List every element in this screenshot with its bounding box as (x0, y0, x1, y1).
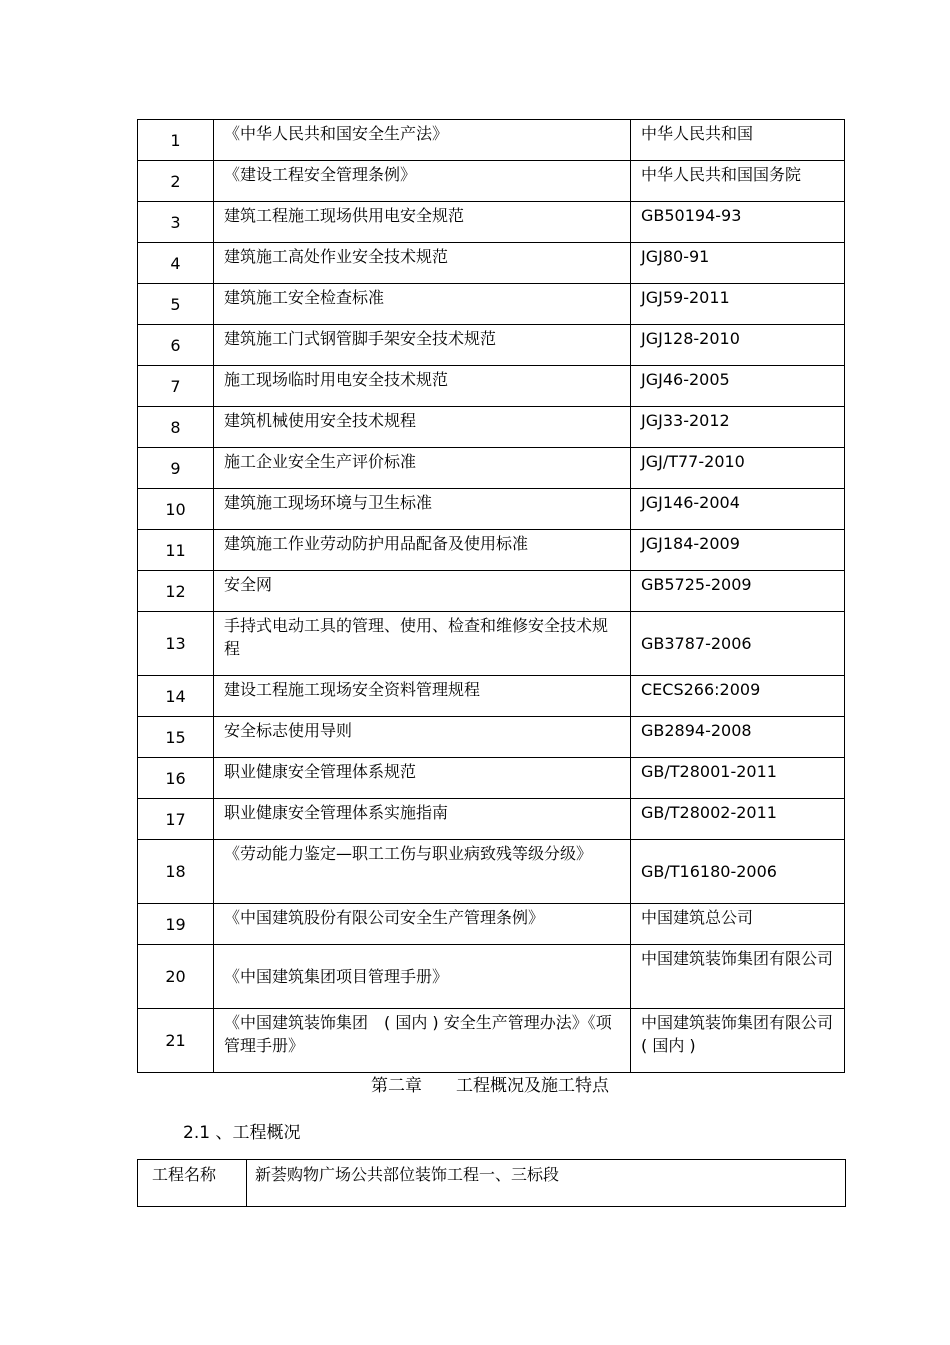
standard-name: 建筑工程施工现场供用电安全规范 (214, 202, 631, 243)
table-row (138, 758, 845, 799)
table-row (138, 612, 845, 676)
standard-name: 建筑机械使用安全技术规程 (214, 407, 631, 448)
row-number: 10 (138, 489, 214, 530)
table-row (138, 676, 845, 717)
standard-name: 施工现场临时用电安全技术规范 (214, 366, 631, 407)
table-row (138, 1160, 846, 1207)
table-row (138, 407, 845, 448)
table-row (138, 202, 845, 243)
standard-code: 中国建筑装饰集团有限公司 (631, 945, 845, 1009)
row-number: 5 (138, 284, 214, 325)
row-number: 15 (138, 717, 214, 758)
standard-code: JGJ46-2005 (631, 366, 845, 407)
standard-code: GB/T28001-2011 (631, 758, 845, 799)
table-row (138, 243, 845, 284)
row-number: 9 (138, 448, 214, 489)
table-row (138, 161, 845, 202)
table-row (138, 284, 845, 325)
table-row (138, 366, 845, 407)
row-number: 20 (138, 945, 214, 1009)
standard-name: 安全网 (214, 571, 631, 612)
standard-name: 《建设工程安全管理条例》 (214, 161, 631, 202)
standard-code: JGJ146-2004 (631, 489, 845, 530)
table-row (138, 945, 845, 1009)
standard-code: JGJ/T77-2010 (631, 448, 845, 489)
table-row (138, 120, 845, 161)
standards-table (137, 119, 845, 1073)
row-number: 14 (138, 676, 214, 717)
standard-name: 安全标志使用导则 (214, 717, 631, 758)
row-number: 8 (138, 407, 214, 448)
row-number: 11 (138, 530, 214, 571)
standard-name: 职业健康安全管理体系规范 (214, 758, 631, 799)
table-row (138, 571, 845, 612)
standard-name: 建设工程施工现场安全资料管理规程 (214, 676, 631, 717)
section-title: 2.1 、工程概况 (183, 1123, 301, 1143)
project-name-value: 新荟购物广场公共部位装饰工程一、三标段 (247, 1160, 846, 1207)
standard-name: 《中华人民共和国安全生产法》 (214, 120, 631, 161)
table-row (138, 717, 845, 758)
table-row (138, 489, 845, 530)
project-name-label: 工程名称 (138, 1160, 247, 1207)
project-overview-table (137, 1159, 846, 1207)
standard-name: 职业健康安全管理体系实施指南 (214, 799, 631, 840)
row-number: 1 (138, 120, 214, 161)
table-row (138, 530, 845, 571)
standard-name: 《中国建筑装饰集团 ( 国内 ) 安全生产管理办法》《项管理手册》 (214, 1009, 631, 1073)
standard-code: GB50194-93 (631, 202, 845, 243)
row-number: 3 (138, 202, 214, 243)
standard-name: 施工企业安全生产评价标准 (214, 448, 631, 489)
standard-code: GB3787-2006 (631, 612, 845, 676)
standard-name: 《中国建筑集团项目管理手册》 (214, 945, 631, 1009)
chapter-title: 第二章 工程概况及施工特点 (371, 1076, 609, 1096)
standard-name: 建筑施工安全检查标准 (214, 284, 631, 325)
standard-code: GB2894-2008 (631, 717, 845, 758)
row-number: 12 (138, 571, 214, 612)
standard-code: 中华人民共和国 (631, 120, 845, 161)
row-number: 18 (138, 840, 214, 904)
row-number: 4 (138, 243, 214, 284)
standard-name: 建筑施工门式钢管脚手架安全技术规范 (214, 325, 631, 366)
table-row (138, 325, 845, 366)
standard-name: 《中国建筑股份有限公司安全生产管理条例》 (214, 904, 631, 945)
table-row (138, 448, 845, 489)
row-number: 21 (138, 1009, 214, 1073)
table-row (138, 799, 845, 840)
standard-name: 《劳动能力鉴定—职工工伤与职业病致残等级分级》 (214, 840, 631, 904)
standard-name: 手持式电动工具的管理、使用、检查和维修安全技术规程 (214, 612, 631, 676)
row-number: 19 (138, 904, 214, 945)
standard-code: 中国建筑总公司 (631, 904, 845, 945)
standard-name: 建筑施工作业劳动防护用品配备及使用标准 (214, 530, 631, 571)
standard-code: CECS266:2009 (631, 676, 845, 717)
row-number: 17 (138, 799, 214, 840)
standard-code: JGJ128-2010 (631, 325, 845, 366)
table-row (138, 1009, 845, 1073)
standard-code: 中华人民共和国国务院 (631, 161, 845, 202)
standard-name: 建筑施工现场环境与卫生标准 (214, 489, 631, 530)
row-number: 7 (138, 366, 214, 407)
standard-name: 建筑施工高处作业安全技术规范 (214, 243, 631, 284)
standard-code: JGJ184-2009 (631, 530, 845, 571)
row-number: 16 (138, 758, 214, 799)
standard-code: JGJ33-2012 (631, 407, 845, 448)
standard-code: GB5725-2009 (631, 571, 845, 612)
standard-code: GB/T28002-2011 (631, 799, 845, 840)
table-row (138, 840, 845, 904)
row-number: 6 (138, 325, 214, 366)
standard-code: JGJ80-91 (631, 243, 845, 284)
standard-code: JGJ59-2011 (631, 284, 845, 325)
standard-code: GB/T16180-2006 (631, 840, 845, 904)
standard-code: 中国建筑装饰集团有限公司 ( 国内 ) (631, 1009, 845, 1073)
row-number: 13 (138, 612, 214, 676)
row-number: 2 (138, 161, 214, 202)
table-row (138, 904, 845, 945)
